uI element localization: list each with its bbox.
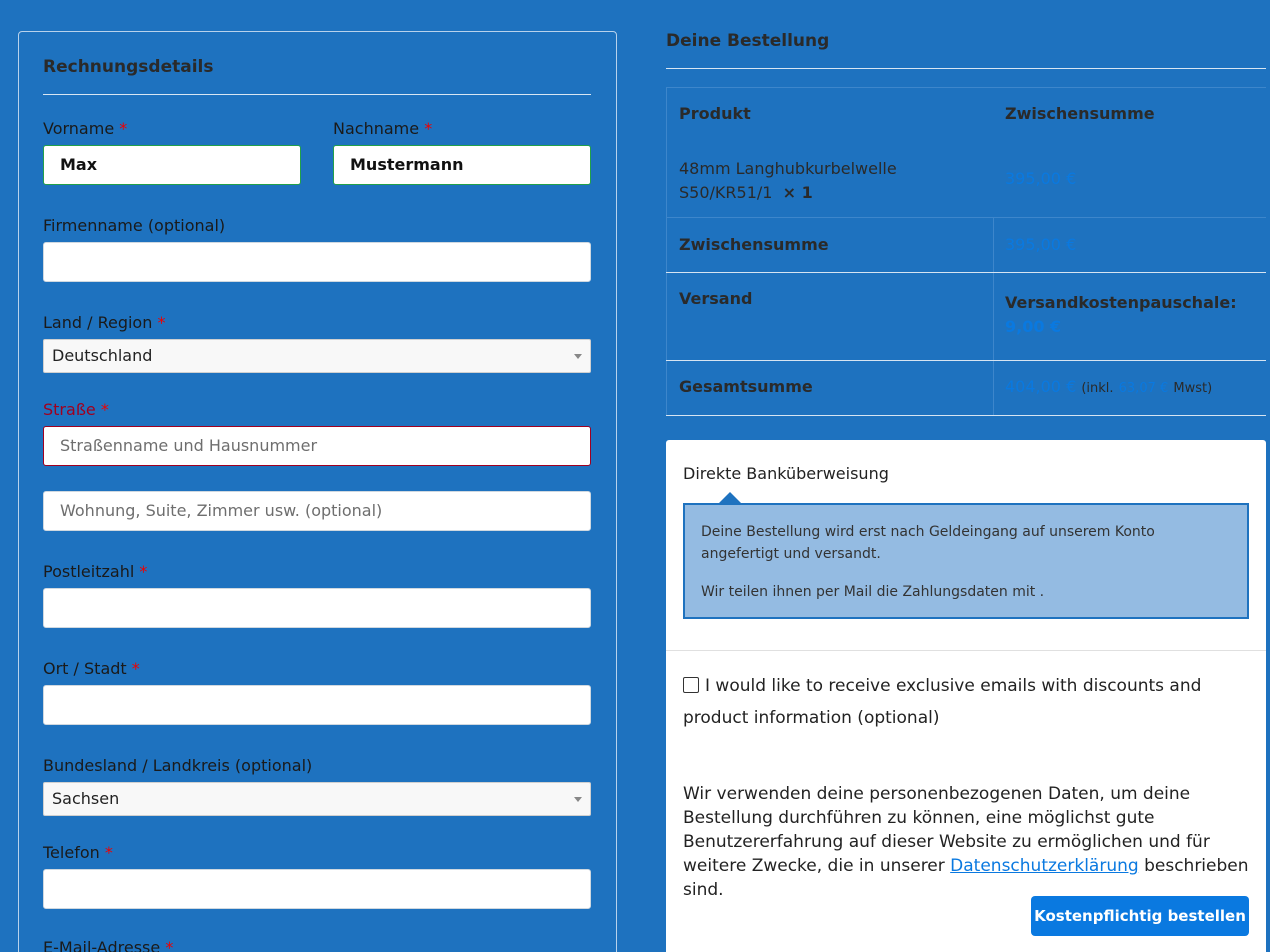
- lastname-field[interactable]: Mustermann: [333, 145, 591, 185]
- newsletter-label: I would like to receive exclusive emails with discounts and product information (optional): [683, 676, 1202, 728]
- line-item-name-line2: S50/KR51/1: [679, 183, 773, 202]
- line-item-price: 395,00 €: [1005, 169, 1077, 188]
- city-field[interactable]: [43, 685, 591, 725]
- country-label: Land / Region *: [43, 313, 166, 332]
- required-marker: *: [100, 400, 109, 419]
- email-label: E-Mail-Adresse *: [43, 938, 173, 952]
- table-row-divider: [666, 217, 1266, 218]
- table-border-left: [666, 87, 667, 416]
- payment-notice: [683, 503, 1249, 619]
- required-marker: *: [424, 119, 433, 138]
- lastname-label: Nachname *: [333, 119, 433, 138]
- line-item-name: [679, 157, 897, 205]
- subtotal-label: Zwischensumme: [679, 235, 829, 254]
- subtotal-value: 395,00 €: [1005, 235, 1077, 254]
- street2-placeholder: Wohnung, Suite, Zimmer usw. (optional): [60, 501, 383, 520]
- payment-box: [666, 440, 1266, 952]
- shipping-label: Versand: [679, 289, 753, 308]
- state-label: Bundesland / Landkreis (optional): [43, 756, 313, 775]
- table-column-divider: [993, 217, 994, 416]
- privacy-text-end: beschrieben sind.: [683, 856, 1249, 900]
- company-field[interactable]: [43, 242, 591, 282]
- state-value: Sachsen: [52, 789, 120, 808]
- table-row-divider: [666, 360, 1266, 361]
- privacy-policy-link[interactable]: Datenschutzerklärung: [950, 856, 1139, 876]
- firstname-label: Vorname *: [43, 119, 128, 138]
- tax-prefix: (inkl.: [1081, 381, 1114, 396]
- required-marker: *: [119, 119, 128, 138]
- street2-field[interactable]: [43, 491, 591, 531]
- billing-title: Rechnungsdetails: [43, 57, 214, 77]
- table-row-divider: [666, 272, 1266, 273]
- required-marker: *: [131, 659, 140, 678]
- tax-value: 63,07 €: [1118, 381, 1169, 396]
- street-label: Straße *: [43, 400, 109, 419]
- required-marker: *: [165, 938, 174, 952]
- billing-title-divider: [43, 94, 591, 95]
- shipping-method: [1005, 291, 1237, 339]
- line-item-qty: × 1: [782, 183, 813, 202]
- newsletter-optin[interactable]: [683, 670, 1253, 734]
- privacy-notice: [683, 782, 1253, 902]
- city-label: Ort / Stadt *: [43, 659, 140, 678]
- order-title: Deine Bestellung: [666, 31, 830, 51]
- total-value: 404,00 €: [1005, 377, 1077, 396]
- required-marker: *: [157, 313, 166, 332]
- company-label: Firmenname (optional): [43, 216, 226, 235]
- newsletter-checkbox[interactable]: [683, 677, 699, 693]
- payment-divider: [666, 650, 1266, 651]
- country-select[interactable]: [43, 339, 591, 373]
- payment-notice-line1: Deine Bestellung wird erst nach Geldeingang auf unserem Konto angefertigt und versandt.: [701, 524, 1155, 562]
- street-field[interactable]: [43, 426, 591, 466]
- firstname-field[interactable]: Max: [43, 145, 301, 185]
- shipping-method-name: Versandkostenpauschale:: [1005, 293, 1237, 312]
- dropdown-arrow-icon: [574, 354, 582, 359]
- col-header-product: Produkt: [679, 104, 751, 123]
- postcode-label: Postleitzahl *: [43, 562, 148, 581]
- payment-method-label[interactable]: Direkte Banküberweisung: [683, 464, 889, 483]
- shipping-value: 9,00 €: [1005, 317, 1062, 336]
- phone-field[interactable]: [43, 869, 591, 909]
- phone-label: Telefon *: [43, 843, 113, 862]
- required-marker: *: [104, 843, 113, 862]
- country-value: Deutschland: [52, 346, 153, 365]
- col-header-subtotal: Zwischensumme: [1005, 104, 1155, 123]
- privacy-text: Wir verwenden deine personenbezogenen Daten, um deine Bestellung durchführen zu können, eine möglichst gute Benutzererfahrung auf dieser Website zu ermöglichen und für weitere Zwecke, die in unserer: [683, 784, 1210, 876]
- postcode-field[interactable]: [43, 588, 591, 628]
- dropdown-arrow-icon: [574, 797, 582, 802]
- total-label: Gesamtsumme: [679, 377, 813, 396]
- place-order-button[interactable]: Kostenpflichtig bestellen: [1031, 896, 1249, 936]
- total-value-cell: [1005, 377, 1212, 396]
- tax-suffix: Mwst): [1173, 381, 1213, 396]
- street-placeholder: Straßenname und Hausnummer: [60, 436, 318, 455]
- order-title-divider: [666, 68, 1266, 69]
- required-marker: *: [139, 562, 148, 581]
- state-select[interactable]: [43, 782, 591, 816]
- table-border-top: [666, 87, 1266, 88]
- line-item-name-line1: 48mm Langhubkurbelwelle: [679, 159, 897, 178]
- payment-notice-line2: Wir teilen ihnen per Mail die Zahlungsdaten mit .: [701, 584, 1045, 600]
- table-row-divider: [666, 415, 1266, 416]
